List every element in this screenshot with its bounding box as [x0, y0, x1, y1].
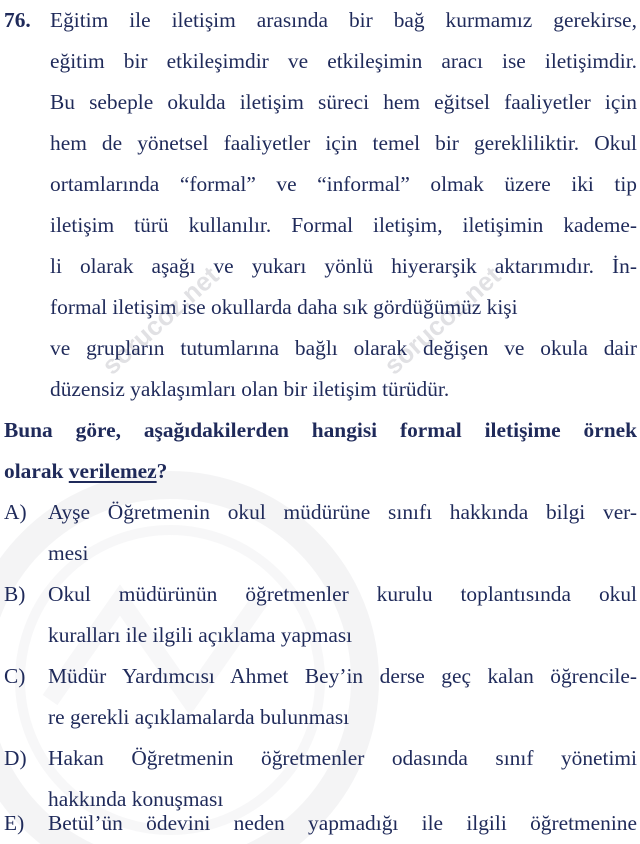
watermark-text: sorucoz.net	[96, 260, 225, 381]
question-text-line: ortamlarında “formal” ve “informal” olmak üzere iki tip	[50, 172, 637, 196]
option-text[interactable]: Betül’ün ödevini neden yapmadığı ile ilgili öğretmenine	[48, 811, 637, 835]
option-text[interactable]: hakkında konuşması	[48, 787, 224, 811]
question-number: 76.	[4, 8, 31, 32]
question-text-line: düzensiz yaklaşımları olan bir iletişim türüdür.	[50, 377, 450, 401]
question-text-line: formal iletişim ise okullarda daha sık gördüğümüz kişi	[50, 295, 518, 319]
option-text[interactable]: Müdür Yardımcısı Ahmet Bey’in derse geç kalan öğrencile-	[48, 664, 637, 688]
prompt-text: olarak	[4, 459, 69, 483]
prompt-text: ?	[156, 459, 168, 483]
question-text-line: iletişim türü kullanılır. Formal iletişim, iletişimin kademe-	[50, 213, 637, 237]
option-text[interactable]: Hakan Öğretmenin öğretmenler odasında sınıf yönetimi	[48, 746, 637, 770]
question-text-line: Bu sebeple okulda iletişim süreci hem eğitsel faaliyetler için	[50, 90, 637, 114]
question-prompt	[4, 451, 637, 492]
question-text-line: li olarak aşağı ve yukarı yönlü hiyerarşik aktarımıdır. İn-	[50, 254, 637, 278]
option-text[interactable]: re gerekli açıklamalarda bulunması	[48, 705, 350, 729]
question-text-line: Eğitim ile iletişim arasında bir bağ kurmamız gerekirse,	[50, 8, 637, 32]
option-letter[interactable]: C)	[4, 664, 26, 688]
option-letter[interactable]: B)	[4, 582, 26, 606]
option-text[interactable]: mesi	[48, 541, 89, 565]
watermark-text: sorucoz.net	[378, 260, 507, 381]
option-letter[interactable]: A)	[4, 500, 27, 524]
question-text-line: hem de yönetsel faaliyetler için temel bir gerekliliktir. Okul	[50, 131, 637, 155]
question-prompt: Buna göre, aşağıdakilerden hangisi formal iletişime örnek	[4, 418, 637, 442]
option-text[interactable]: kuralları ile ilgili açıklama yapması	[48, 623, 353, 647]
option-text[interactable]: Ayşe Öğretmenin okul müdürüne sınıfı hakkında bilgi ver-	[48, 500, 637, 524]
question-text-line: ve grupların tutumlarına bağlı olarak değişen ve okula dair	[50, 336, 637, 360]
prompt-emphasis: verilemez	[68, 459, 157, 483]
option-letter[interactable]: E)	[4, 811, 25, 835]
question-text-line: eğitim bir etkileşimdir ve etkileşimin aracı ise iletişimdir.	[50, 49, 637, 73]
option-letter[interactable]: D)	[4, 746, 27, 770]
option-text[interactable]: Okul müdürünün öğretmenler kurulu toplantısında okul	[48, 582, 637, 606]
